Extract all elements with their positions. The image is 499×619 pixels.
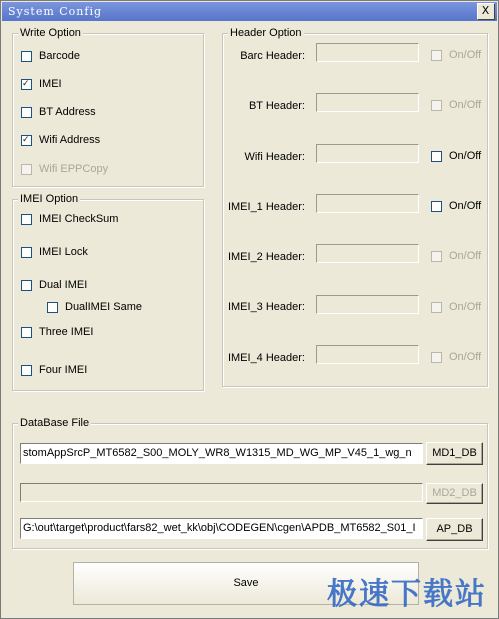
header-option-legend: Header Option <box>230 27 302 39</box>
imei4-header-onoff-checkbox <box>431 351 481 363</box>
checkbox-box[interactable] <box>21 79 32 90</box>
onoff-label: On/Off <box>449 200 482 212</box>
imei-lock-checkbox[interactable] <box>21 246 88 258</box>
onoff-label: On/Off <box>449 301 482 313</box>
wifi-eppcopy-checkbox <box>21 163 108 175</box>
imei4-header-label: IMEI_4 Header: <box>227 352 305 364</box>
bt-header-onoff-checkbox <box>431 99 481 111</box>
imei1-header-input <box>316 194 419 213</box>
md1-db-button[interactable]: MD1_DB <box>426 442 483 465</box>
wifi-header-input <box>316 144 419 163</box>
write-option-legend: Write Option <box>20 27 81 39</box>
imei3-header-onoff-checkbox <box>431 301 481 313</box>
imei2-header-input <box>316 244 419 263</box>
bt-address-label: BT Address <box>39 106 96 118</box>
onoff-label: On/Off <box>449 49 482 61</box>
watermark-logo: 极速下载站 <box>327 577 487 612</box>
bt-address-checkbox[interactable] <box>21 106 96 118</box>
bt-header-input <box>316 93 419 112</box>
imei-checksum-checkbox[interactable] <box>21 213 118 225</box>
ap-db-path-field[interactable]: G:\out\target\product\fars82_wet_kk\obj\CODEGEN\cgen\APDB_MT6582_S01_I <box>20 518 423 539</box>
onoff-label: On/Off <box>449 250 482 262</box>
imei3-header-input <box>316 295 419 314</box>
checkbox-box <box>21 164 32 175</box>
three-imei-checkbox[interactable] <box>21 326 93 338</box>
imei-checkbox[interactable] <box>21 78 62 90</box>
checkbox-box[interactable] <box>21 280 32 291</box>
header-option-group <box>222 27 488 387</box>
onoff-label: On/Off <box>449 99 482 111</box>
three-imei-label: Three IMEI <box>39 326 94 338</box>
imei2-header-label: IMEI_2 Header: <box>227 251 305 263</box>
onoff-label: On/Off <box>449 351 482 363</box>
imei-label: IMEI <box>39 78 62 90</box>
checkbox-box <box>431 302 442 313</box>
checkbox-box[interactable] <box>21 214 32 225</box>
title-bar <box>2 2 497 21</box>
onoff-label: On/Off <box>449 150 482 162</box>
checkbox-box[interactable] <box>21 107 32 118</box>
checkbox-box[interactable] <box>431 201 442 212</box>
checkbox-box[interactable] <box>21 327 32 338</box>
close-button[interactable]: X <box>477 3 495 20</box>
imei1-header-label: IMEI_1 Header: <box>227 201 305 213</box>
dual-imei-label: Dual IMEI <box>39 279 88 291</box>
imei4-header-input <box>316 345 419 364</box>
checkbox-box <box>431 100 442 111</box>
barcode-label: Barcode <box>39 50 80 62</box>
imei-option-group <box>12 193 204 391</box>
checkbox-box[interactable] <box>431 151 442 162</box>
imei2-header-onoff-checkbox <box>431 250 481 262</box>
wifi-header-onoff-checkbox[interactable] <box>431 150 481 162</box>
write-option-group <box>12 27 204 187</box>
barc-header-onoff-checkbox <box>431 49 481 61</box>
checkbox-box[interactable] <box>21 247 32 258</box>
imei3-header-label: IMEI_3 Header: <box>227 301 305 313</box>
checkbox-box <box>431 251 442 262</box>
dualimei-same-label: DualIMEI Same <box>65 301 143 313</box>
four-imei-label: Four IMEI <box>39 364 88 376</box>
wifi-address-checkbox[interactable] <box>21 134 100 146</box>
four-imei-checkbox[interactable] <box>21 364 87 376</box>
imei1-header-onoff-checkbox[interactable] <box>431 200 481 212</box>
imei-option-legend: IMEI Option <box>20 193 79 205</box>
checkbox-box[interactable] <box>21 51 32 62</box>
imei-lock-label: IMEI Lock <box>39 246 88 258</box>
checkbox-box <box>431 50 442 61</box>
database-file-legend: DataBase File <box>20 417 90 429</box>
md2-db-path-field <box>20 483 423 502</box>
barc-header-input <box>316 43 419 62</box>
imei-checksum-label: IMEI CheckSum <box>39 213 119 225</box>
barc-header-label: Barc Header: <box>240 50 305 62</box>
checkbox-box[interactable] <box>21 365 32 376</box>
ap-db-button[interactable]: AP_DB <box>426 518 483 541</box>
md2-db-button: MD2_DB <box>426 483 483 504</box>
checkbox-box[interactable] <box>21 135 32 146</box>
checkbox-box[interactable] <box>47 302 58 313</box>
wifi-eppcopy-label: Wifi EPPCopy <box>39 163 109 175</box>
database-file-group <box>12 417 488 549</box>
bt-header-label: BT Header: <box>248 100 305 112</box>
barcode-checkbox[interactable] <box>21 50 80 62</box>
checkbox-box <box>431 352 442 363</box>
save-button[interactable]: Save <box>73 562 419 605</box>
wifi-header-label: Wifi Header: <box>244 151 305 163</box>
dual-imei-checkbox[interactable] <box>21 279 87 291</box>
dualimei-same-checkbox[interactable] <box>47 301 142 313</box>
wifi-address-label: Wifi Address <box>39 134 101 146</box>
md1-db-path-field[interactable]: stomAppSrcP_MT6582_S00_MOLY_WR8_W1315_MD_WG_MP_V45_1_wg_n <box>20 443 423 464</box>
window-title: System Config <box>8 5 103 18</box>
